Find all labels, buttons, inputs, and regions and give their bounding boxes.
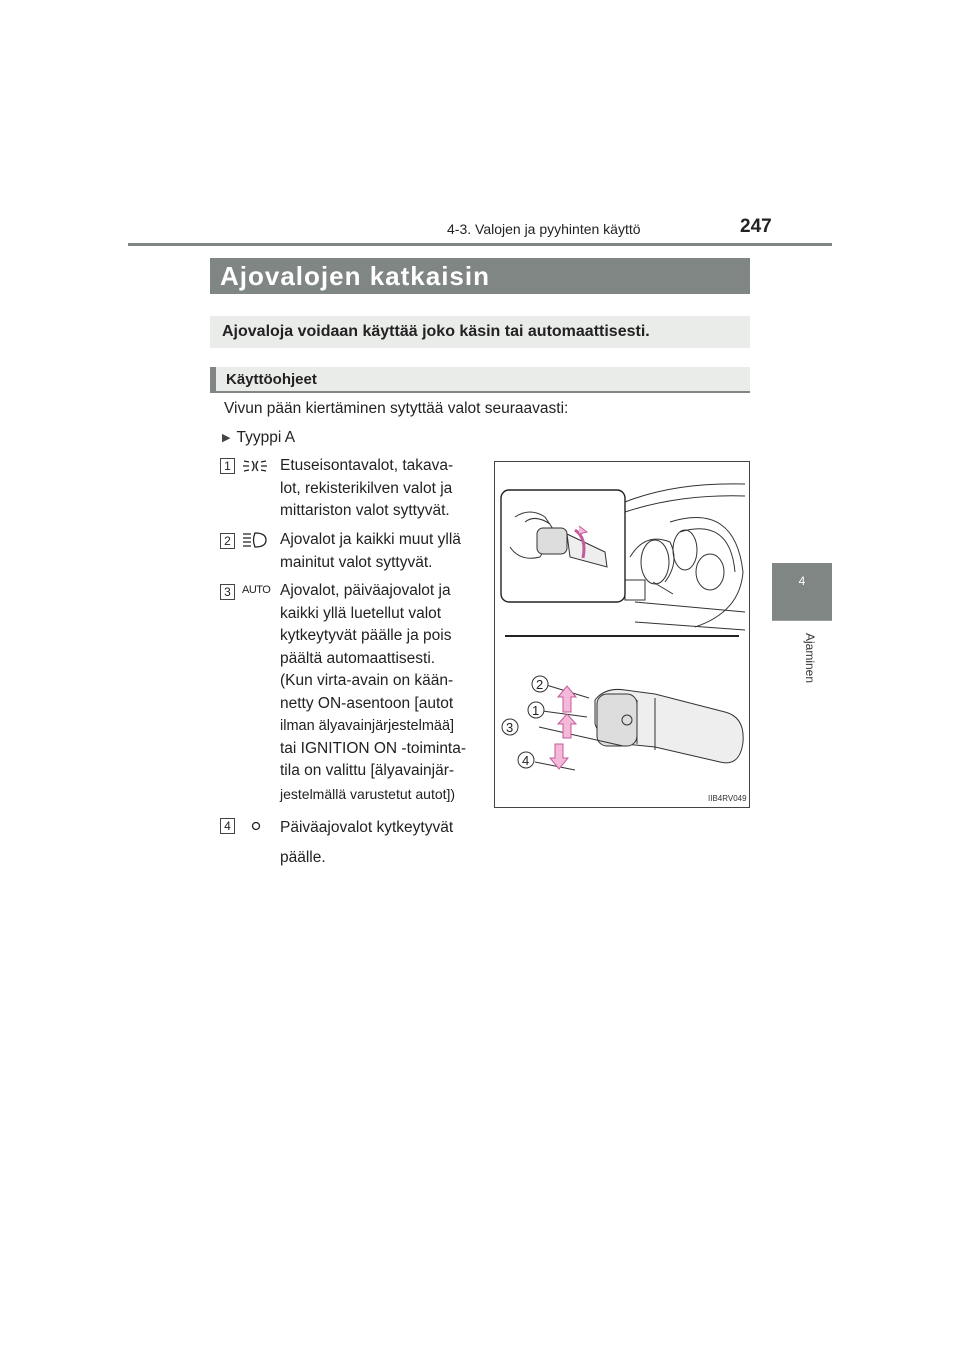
header-rule xyxy=(128,243,832,246)
chapter-tab xyxy=(772,563,832,620)
type-label xyxy=(222,429,295,447)
lead-text: Vivun pään kiertäminen sytyttää valot seuraavasti: xyxy=(224,400,569,417)
item-line: Etuseisontavalot, takava- xyxy=(280,457,454,474)
item-line: tila on valittu [älyavainjär- xyxy=(280,762,455,779)
item-number-3: 3 xyxy=(220,584,235,600)
figure-callout-1: 1 xyxy=(532,703,540,718)
item-number-2: 2 xyxy=(220,533,235,549)
auto-icon: AUTO xyxy=(242,584,271,596)
type-label-text: Tyyppi A xyxy=(236,429,296,446)
subheading: Käyttöohjeet xyxy=(226,370,317,388)
item-line: Ajovalot ja kaikki muut yllä xyxy=(280,531,461,548)
page-title: Ajovalojen katkaisin xyxy=(220,260,490,291)
figure-callout-4: 4 xyxy=(522,753,530,768)
chapter-tab-divider xyxy=(772,620,832,621)
figure-code: IIB4RV049 xyxy=(708,794,747,803)
item-line: ilman älyavainjärjestelmää] xyxy=(280,718,455,734)
item-text-4 xyxy=(280,813,478,873)
triangle-bullet-icon: ▶ xyxy=(222,432,231,444)
item-line: päältä automaattisesti. xyxy=(280,649,436,667)
item-line: kaikki yllä luetellut valot xyxy=(280,604,442,622)
item-number-1: 1 xyxy=(220,458,235,474)
page-number: 247 xyxy=(740,216,772,237)
item-line: mainitut valot syttyvät. xyxy=(280,553,433,571)
item-line: kytkeytyvät päälle ja pois xyxy=(280,627,452,644)
item-text-3 xyxy=(280,580,478,805)
item-number-4: 4 xyxy=(220,818,235,834)
intro-text: Ajovaloja voidaan käyttää joko käsin tai automaattisesti. xyxy=(222,323,650,340)
light-switch-illustration xyxy=(495,462,749,807)
light-switch-figure xyxy=(494,461,750,808)
figure-callout-3: 3 xyxy=(506,720,514,735)
title-bar xyxy=(210,258,750,294)
parking-lights-icon xyxy=(240,456,270,476)
arrow-icons xyxy=(550,686,576,769)
item-text-2 xyxy=(280,529,478,574)
item-line: mittariston valot syttyvät. xyxy=(280,502,450,519)
figure-callout-2: 2 xyxy=(536,677,544,692)
drl-icon xyxy=(240,816,270,836)
item-line: lot, rekisterikilven valot ja xyxy=(280,479,453,497)
item-line: netty ON-asentoon [autot xyxy=(280,694,454,712)
item-line: jestelmällä varustetut autot]) xyxy=(280,785,456,802)
chapter-number: 4 xyxy=(798,574,806,588)
chapter-label: Ajaminen xyxy=(803,633,817,684)
item-text-1 xyxy=(280,455,478,523)
item-line: tai IGNITION ON -toiminta- xyxy=(280,739,467,757)
running-header-section: 4-3. Valojen ja pyyhinten käyttö xyxy=(447,221,641,237)
item-line: Ajovalot, päiväajovalot ja xyxy=(280,582,451,599)
item-line: päälle. xyxy=(280,849,326,866)
intro-box xyxy=(210,316,750,348)
item-line: (Kun virta-avain on kään- xyxy=(280,672,454,689)
subheading-bar xyxy=(210,367,750,393)
item-line: Päiväajovalot kytkeytyvät xyxy=(280,819,454,836)
headlights-icon xyxy=(240,530,270,550)
